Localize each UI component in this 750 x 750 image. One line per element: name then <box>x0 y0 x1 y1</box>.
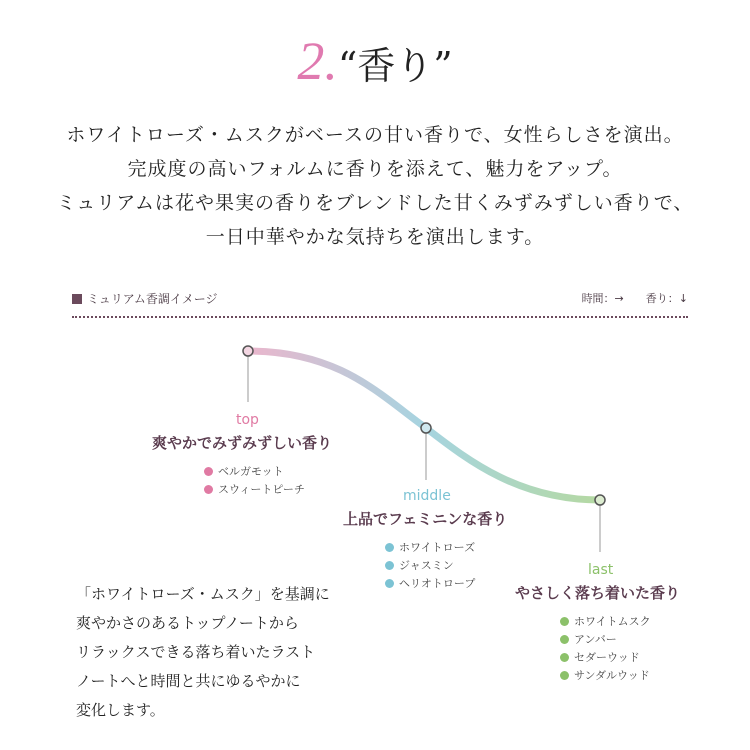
last-point <box>595 495 605 505</box>
description-line: 「ホワイトローズ・ムスク」を基調に <box>76 585 330 603</box>
top-point <box>243 346 253 356</box>
list-item: ホワイトムスク <box>560 613 680 631</box>
bullet-icon <box>560 653 569 662</box>
stage-title-last: やさしく落ち着いた香り <box>515 584 681 602</box>
list-item: サンダルウッド <box>560 667 680 685</box>
middle-point <box>421 423 431 433</box>
chart-axis-legend: 時間：→ 香り：↓ <box>581 292 688 305</box>
notes-list-top <box>204 463 332 499</box>
bullet-icon <box>560 617 569 626</box>
intro-line: ミュリアムは花や果実の香りをブレンドした甘くみずみずしい香りで、 <box>56 192 694 214</box>
list-item: ベルガモット <box>204 463 332 481</box>
intro-line: 完成度の高いフォルムに香りを添えて、魅力をアップ。 <box>127 158 623 180</box>
stage-label-top: top <box>236 412 259 428</box>
stage-label-last: last <box>588 562 614 578</box>
stage-last <box>515 562 680 685</box>
description-line: リラックスできる落ち着いたラスト <box>76 643 316 661</box>
stage-top <box>152 412 332 499</box>
stage-title-top: 爽やかでみずみずしい香り <box>152 434 333 452</box>
list-item: ヘリオトロープ <box>385 575 507 593</box>
bullet-icon <box>204 485 213 494</box>
list-item: アンバー <box>560 631 680 649</box>
description-text <box>76 580 330 725</box>
stage-label-middle: middle <box>403 488 451 504</box>
intro-line: 一日中華やかな気持ちを演出します。 <box>205 226 545 248</box>
notes-list-middle <box>385 539 507 593</box>
bullet-icon <box>560 635 569 644</box>
description-line: 変化します。 <box>76 701 165 719</box>
bullet-icon <box>385 579 394 588</box>
stage-title-middle: 上品でフェミニンな香り <box>343 510 508 528</box>
list-item: スウィートピーチ <box>204 481 332 499</box>
bullet-icon <box>385 561 394 570</box>
list-item: ホワイトローズ <box>385 539 507 557</box>
section-heading: “香り” <box>337 44 453 88</box>
chart-header-title: ミュリアム香調イメージ <box>87 292 218 306</box>
bullet-icon <box>385 543 394 552</box>
list-item: ジャスミン <box>385 557 507 575</box>
bullet-icon <box>204 467 213 476</box>
bullet-icon <box>560 671 569 680</box>
list-item: セダーウッド <box>560 649 680 667</box>
description-line: 爽やかさのあるトップノートから <box>76 614 299 632</box>
stage-middle <box>343 488 507 593</box>
description-line: ノートへと時間と共にゆるやかに <box>76 672 301 690</box>
section-number: 2. <box>297 31 338 91</box>
intro-line: ホワイトローズ・ムスクがベースの甘い香りで、女性らしさを演出。 <box>66 124 684 146</box>
notes-list-last <box>560 613 680 685</box>
